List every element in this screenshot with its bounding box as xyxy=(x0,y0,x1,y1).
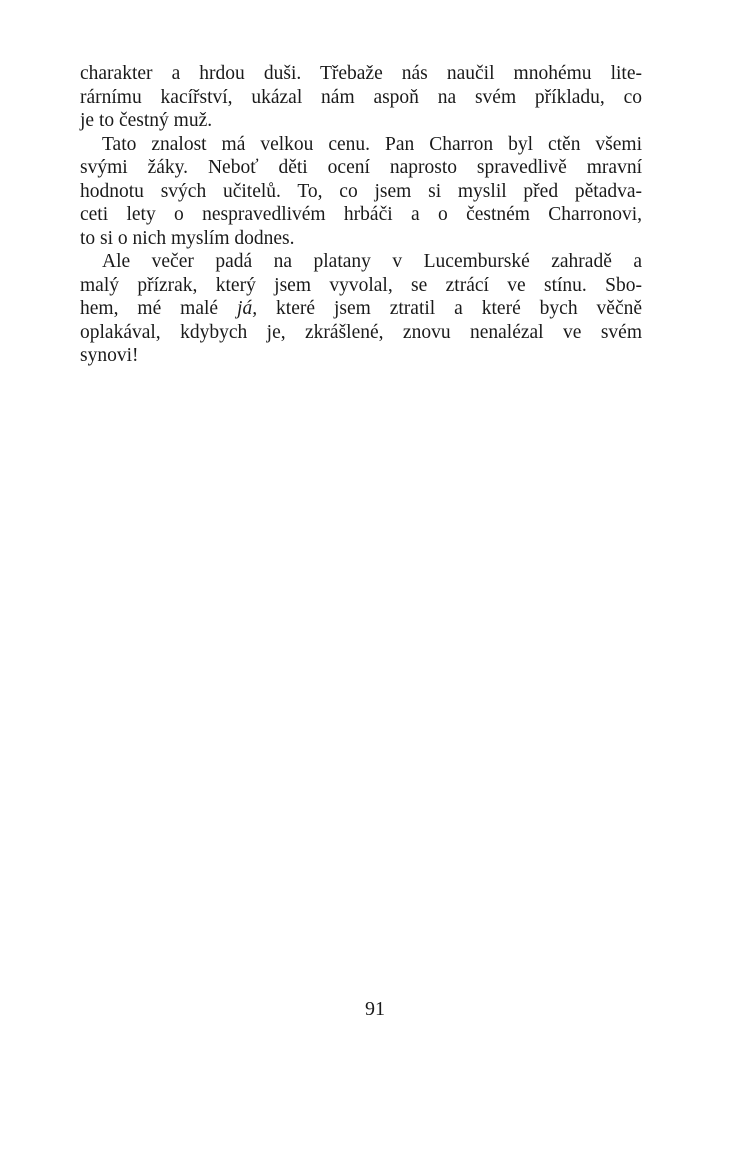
text-line: malý přízrak, který jsem vyvolal, se ztrácí ve stínu. Sbo- xyxy=(80,274,642,296)
text-line: Tato znalost má velkou cenu. Pan Charron byl ctěn všemi xyxy=(102,133,642,155)
text-line: oplakával, kdybych je, zkrášlené, znovu nenalézal ve svém xyxy=(80,321,642,343)
text-line: Ale večer padá na platany v Lucemburské zahradě a xyxy=(102,251,642,272)
text-line: hodnotu svých učitelů. To, co jsem si myslil před pětadva- xyxy=(80,180,642,202)
text-line: to si o nich myslím dodnes. xyxy=(80,227,295,249)
text-line-italic-ja: hem, mé malé já, které jsem ztratil a které bych věčně xyxy=(80,298,642,319)
page-number: 91 xyxy=(365,998,385,1020)
text-line: rárnímu kacířství, ukázal nám aspoň na svém příkladu, co xyxy=(80,86,642,108)
text-line: svými žáky. Neboť děti ocení naprosto spravedlivě mravní xyxy=(80,157,642,178)
text-line: ceti lety o nespravedlivém hrbáči a o čestném Charronovi, xyxy=(80,204,642,225)
text-line: charakter a hrdou duši. Třebaže nás naučil mnohému lite- xyxy=(80,63,642,84)
text-line: synovi! xyxy=(80,345,139,366)
text-line: je to čestný muž. xyxy=(80,110,213,131)
italic-emphasis: já, xyxy=(237,298,258,319)
body-text xyxy=(80,62,642,368)
